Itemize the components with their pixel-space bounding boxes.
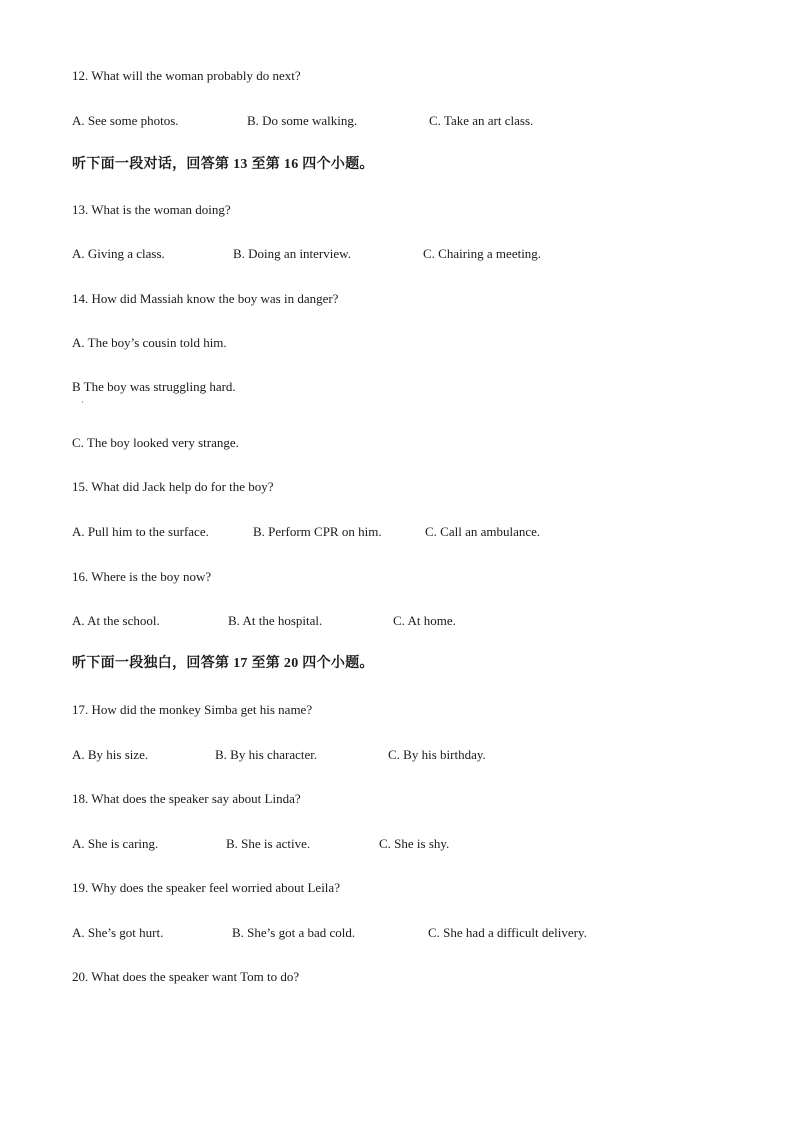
option-17b: B. By his character. [215, 747, 318, 762]
question-16: 16. Where is the boy now? [72, 569, 212, 584]
option-17c: C. By his birthday. [388, 747, 486, 762]
question-18: 18. What does the speaker say about Linda? [72, 791, 301, 806]
option-14b: B The boy was struggling hard. [72, 379, 236, 394]
question-19: 19. Why does the speaker feel worried about Leila? [72, 880, 340, 895]
option-17a: A. By his size. [72, 747, 149, 762]
stray-dot: · [81, 398, 84, 407]
option-13b: B. Doing an interview. [233, 246, 351, 261]
option-18c: C. She is shy. [379, 836, 450, 851]
option-15a: A. Pull him to the surface. [72, 524, 209, 539]
section-heading-13-16: 听下面一段对话，回答第 13 至第 16 四个小题。 [72, 157, 374, 172]
option-18a: A. She is caring. [72, 836, 159, 851]
option-16b: B. At the hospital. [228, 613, 323, 628]
option-15c: C. Call an ambulance. [425, 524, 541, 539]
option-19b: B. She’s got a bad cold. [232, 925, 356, 940]
option-18b: B. She is active. [226, 836, 311, 851]
option-16a: A. At the school. [72, 613, 160, 628]
option-14a: A. The boy’s cousin told him. [72, 335, 227, 350]
question-14: 14. How did Massiah know the boy was in danger? [72, 291, 339, 306]
question-13: 13. What is the woman doing? [72, 202, 231, 217]
option-12c: C. Take an art class. [429, 113, 534, 128]
option-14c: C. The boy looked very strange. [72, 435, 239, 450]
option-13a: A. Giving a class. [72, 246, 165, 261]
option-19a: A. She’s got hurt. [72, 925, 164, 940]
question-12: 12. What will the woman probably do next? [72, 68, 301, 83]
question-15: 15. What did Jack help do for the boy? [72, 479, 274, 494]
question-17: 17. How did the monkey Simba get his name? [72, 702, 313, 717]
option-15b: B. Perform CPR on him. [253, 524, 382, 539]
option-12a: A. See some photos. [72, 113, 179, 128]
option-13c: C. Chairing a meeting. [423, 246, 542, 261]
option-16c: C. At home. [393, 613, 456, 628]
section-heading-17-20: 听下面一段独白，回答第 17 至第 20 四个小题。 [72, 656, 374, 671]
question-20: 20. What does the speaker want Tom to do? [72, 969, 300, 984]
option-12b: B. Do some walking. [247, 113, 358, 128]
option-19c: C. She had a difficult delivery. [428, 925, 587, 940]
